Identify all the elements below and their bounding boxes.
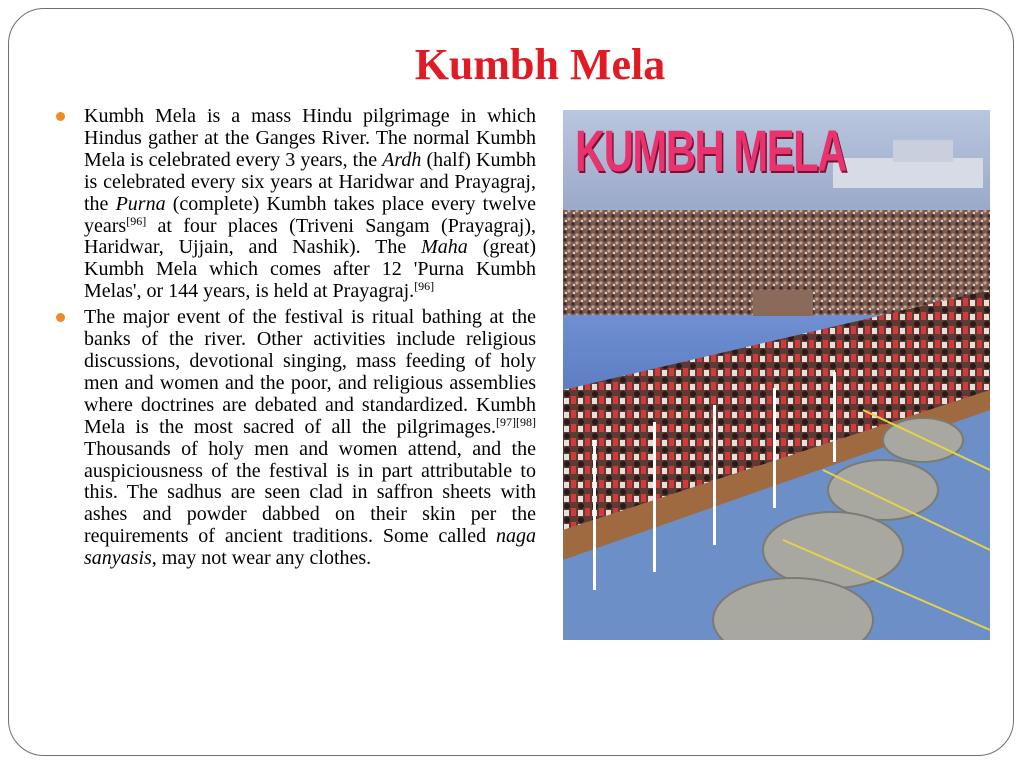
kumbh-mela-photo — [563, 110, 990, 640]
bullet-text: The major event of the festival is ritual bathing at the banks of the river. Other activities include religious discussions, devotional singing, mass feeding of holy men and women and the poor, and religious assemblies where doctrines are debated and standardized. Kumbh Mela is the most sacred of all the pilgrimages. — [84, 306, 536, 438]
emphasis-text: Ardh — [382, 148, 422, 171]
emphasis-text: naga sanyasis — [84, 525, 536, 570]
photo-caption: KUMBH MELA — [575, 119, 846, 184]
bullet-text: (complete) Kumbh takes place every twelve years — [84, 192, 536, 237]
bullet-text: Kumbh Mela is a mass Hindu pilgrimage in which Hindus gather at the Ganges River. The normal Kumbh Mela is celebrated every 3 years, the — [84, 105, 536, 171]
citation-ref: [97][98] — [496, 414, 536, 429]
slide-title: Kumbh Mela — [414, 40, 666, 89]
bullet-item-2 — [56, 307, 536, 570]
body-text — [56, 106, 536, 574]
bullet-icon — [56, 313, 65, 322]
bullet-icon — [56, 112, 65, 121]
bullet-item-1 — [56, 106, 536, 303]
citation-ref: [96] — [126, 213, 147, 228]
citation-ref: [96] — [414, 279, 435, 294]
bullet-text: (great) Kumbh Mela which comes after 12 'Purna Kumbh Melas', or 144 years, is held at Prayagraj. — [84, 236, 537, 303]
bullet-text: at four places (Triveni Sangam (Prayagraj), Haridwar, Ujjain, and Nashik). The — [84, 214, 536, 259]
bullet-text: (half) Kumbh is celebrated every six years at Haridwar and Prayagraj, the — [84, 148, 537, 215]
bullet-text: Thousands of holy men and women attend, and the auspiciousness of the festival is in part attributable to this. The sadhus are seen clad in saffron sheets with ashes and powder dabbed on their skin per the requirements of ancient traditions. Some called — [84, 437, 536, 548]
emphasis-text: Maha — [421, 236, 468, 259]
bullet-text: , may not wear any clothes. — [151, 547, 372, 570]
emphasis-text: Purna — [115, 192, 166, 215]
